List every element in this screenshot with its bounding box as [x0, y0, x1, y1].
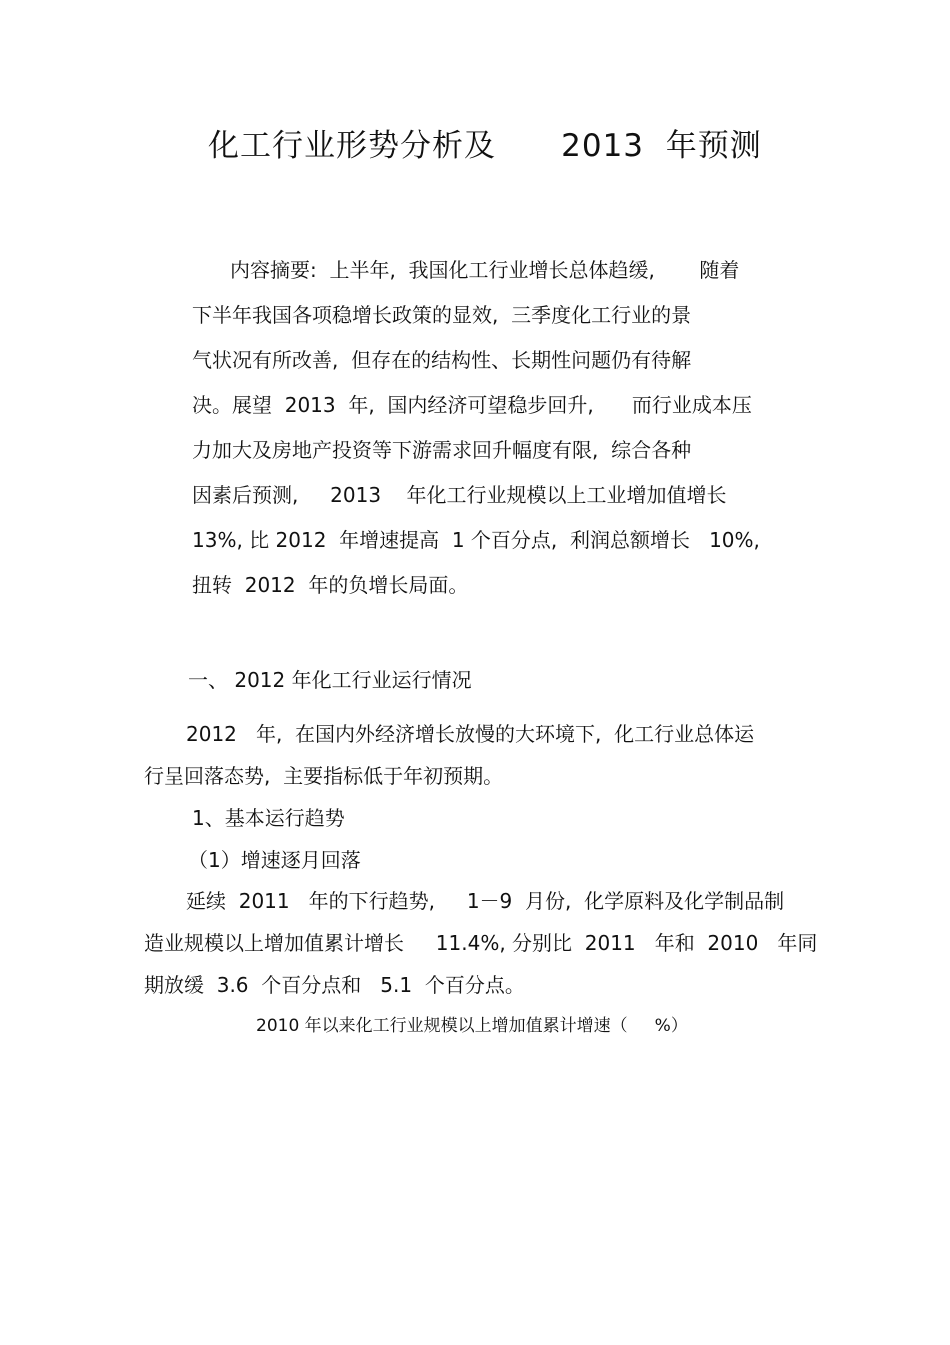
abstract-line: 13%, 比 2012 年增速提高 1 个百分点, 利润总额增长 10%,: [192, 528, 760, 552]
paragraph-line: 造业规模以上增加值累计增长 11.4%, 分别比 2011 年和 2010 年同: [144, 931, 818, 955]
paragraph-line: 延续 2011 年的下行趋势, 1－9 月份, 化学原料及化学制品制: [186, 889, 785, 913]
subheading: 1、基本运行趋势: [192, 806, 345, 830]
abstract-line: 下半年我国各项稳增长政策的显效, 三季度化工行业的景: [192, 303, 692, 327]
subheading: （1）增速逐月回落: [188, 848, 361, 872]
paragraph-line: 2012 年, 在国内外经济增长放慢的大环境下, 化工行业总体运: [186, 722, 755, 746]
abstract-line: 决。展望 2013 年, 国内经济可望稳步回升, 而行业成本压: [192, 393, 752, 417]
abstract-line: 因素后预测, 2013 年化工行业规模以上工业增加值增长: [192, 483, 727, 507]
paragraph-line: 行呈回落态势, 主要指标低于年初预期。: [144, 764, 504, 788]
abstract-line: 内容摘要: 上半年, 我国化工行业增长总体趋缓, 随着: [230, 258, 740, 282]
chart-caption: 2010 年以来化工行业规模以上增加值累计增速（ %）: [256, 1016, 688, 1036]
abstract-line: 扭转 2012 年的负增长局面。: [192, 573, 469, 597]
document-title: 化工行业形势分析及 2013 年预测: [208, 128, 762, 164]
abstract-line: 力加大及房地产投资等下游需求回升幅度有限, 综合各种: [192, 438, 692, 462]
section-heading: 一、 2012 年化工行业运行情况: [188, 668, 472, 692]
paragraph-line: 期放缓 3.6 个百分点和 5.1 个百分点。: [144, 973, 525, 997]
abstract-line: 气状况有所改善, 但存在的结构性、长期性问题仍有待解: [192, 348, 692, 372]
